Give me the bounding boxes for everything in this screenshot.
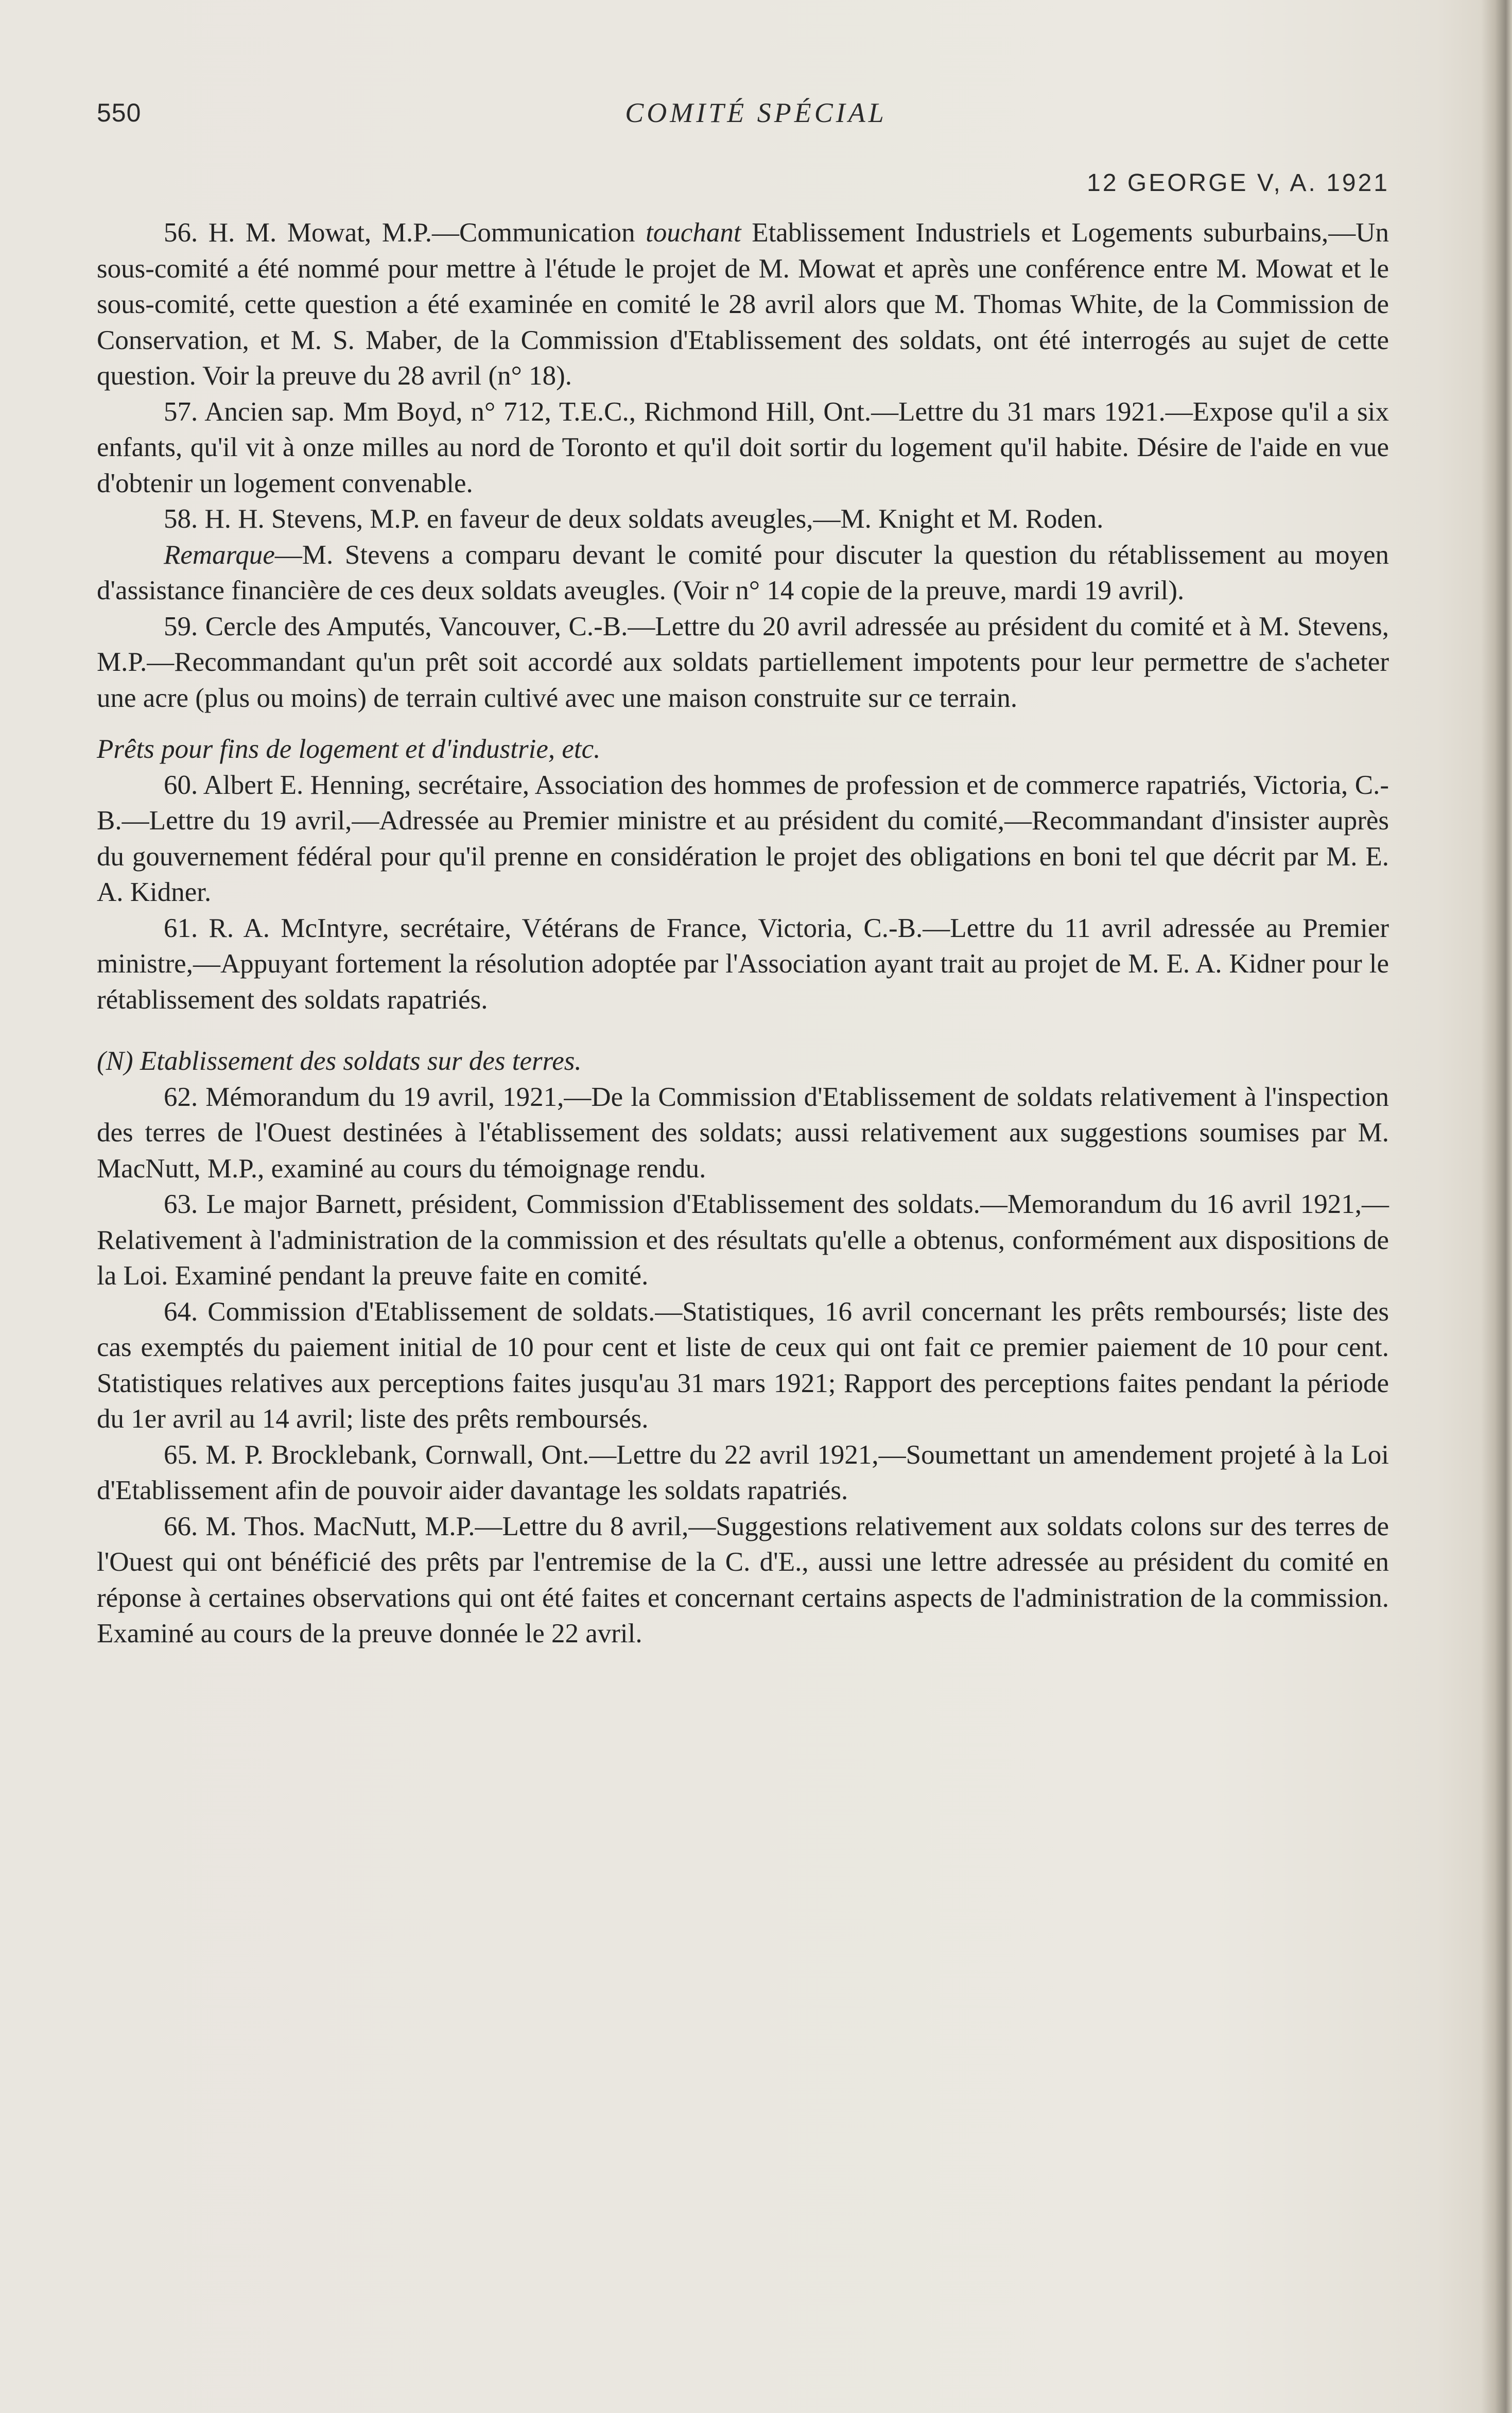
section-heading-n: (N) Etablissement des soldats sur des terres. xyxy=(97,1046,582,1076)
entry-64: 64. Commission d'Etablissement de soldats.—Statistiques, 16 avril concernant les prêts remboursés; liste des cas exemptés du paiement initial de 10 pour cent et liste de ceux qui ont fait ce premier paiement de 10 pour cent. Statistiques relatives aux perceptions faites jusqu'au 31 mars 1921; Rapport des perceptions faites pendant la période du 1er avril au 14 avril; liste des prêts remboursés. xyxy=(97,1296,1389,1434)
entry-59: 59. Cercle des Amputés, Vancouver, C.-B.—Lettre du 20 avril adressée au président du comité et à M. Stevens, M.P.—Recommandant qu'un prêt soit accordé aux soldats partiellement impotents pour leur permettre de s'acheter une acre (plus ou moins) de terrain cultivé avec une maison construite sur ce terrain. xyxy=(97,611,1389,713)
entry-63: 63. Le major Barnett, président, Commission d'Etablissement des soldats.—Memorandum du 16 avril 1921,—Relativement à l'administration de la commission et des résultats qu'elle a obtenus, conformément aux dispositions de la Loi. Examiné pendant la preuve faite en comité. xyxy=(97,1189,1389,1291)
running-head: COMITÉ SPÉCIAL xyxy=(625,97,887,128)
remark-58: Remarque—M. Stevens a comparu devant le comité pour discuter la question du rétablissement au moyen d'assistance financière de ces deux soldats aveugles. (Voir n° 14 copie de la preuve, mardi 19 avril). xyxy=(97,540,1389,605)
entry-56: 56. H. M. Mowat, M.P.—Communication touchant Etablissement Industriels et Logements suburbains,—Un sous-comité a été nommé pour mettre à l'étude le projet de M. Mowat et après une conférence entre M. Mowat et le sous-comité, cette question a été examinée en comité le 28 avril alors que M. Thomas White, de la Commission de Conservation, et M. S. Maber, de la Commission d'Etablissement des soldats, ont été interrogés au sujet de cette question. Voir la preuve du 28 avril (n° 18). xyxy=(97,218,1389,391)
session-line: 12 GEORGE V, A. 1921 xyxy=(1087,169,1389,197)
page-number: 550 xyxy=(97,98,142,127)
body-text xyxy=(97,215,1389,1652)
entry-66: 66. M. Thos. MacNutt, M.P.—Lettre du 8 avril,—Suggestions relativement aux soldats colons sur des terres de l'Ouest qui ont bénéficié des prêts par l'entremise de la C. d'E., aussi une lettre adressée au président du comité en réponse à certaines observations qui ont été faites et concernant certains aspects de l'administration de la commission. Examiné au cours de la preuve donnée le 22 avril. xyxy=(97,1511,1389,1648)
section-heading-prets: Prêts pour fins de logement et d'industrie, etc. xyxy=(97,734,601,764)
page-edge-shadow xyxy=(1481,0,1512,2413)
entry-57: 57. Ancien sap. Mm Boyd, n° 712, T.E.C., Richmond Hill, Ont.—Lettre du 31 mars 1921.—Expose qu'il a six enfants, qu'il vit à onze milles au nord de Toronto et qu'il doit sortir du logement qu'il habite. Désire de l'aide en vue d'obtenir un logement convenable. xyxy=(97,396,1389,498)
entry-58: 58. H. H. Stevens, M.P. en faveur de deux soldats aveugles,—M. Knight et M. Roden. xyxy=(164,504,1104,534)
entry-62: 62. Mémorandum du 19 avril, 1921,—De la Commission d'Etablissement de soldats relativement à l'inspection des terres de l'Ouest destinées à l'établissement des soldats; aussi relativement aux suggestions soumises par M. MacNutt, M.P., examiné au cours du témoignage rendu. xyxy=(97,1082,1389,1184)
entry-65: 65. M. P. Brocklebank, Cornwall, Ont.—Lettre du 22 avril 1921,—Soumettant un amendement projeté à la Loi d'Etablissement afin de pouvoir aider davantage les soldats rapatriés. xyxy=(97,1439,1389,1505)
entry-60: 60. Albert E. Henning, secrétaire, Association des hommes de profession et de commerce rapatriés, Victoria, C.-B.—Lettre du 19 avril,—Adressée au Premier ministre et au président du comité,—Recommandant d'insister auprès du gouvernement fédéral pour qu'il prenne en considération le projet des obligations en boni tel que décrit par M. E. A. Kidner. xyxy=(97,770,1389,907)
entry-61: 61. R. A. McIntyre, secrétaire, Vétérans de France, Victoria, C.-B.—Lettre du 11 avril adressée au Premier ministre,—Appuyant fortement la résolution adoptée par l'Association ayant trait au projet de M. E. A. Kidner pour le rétablissement des soldats rapatriés. xyxy=(97,913,1389,1015)
